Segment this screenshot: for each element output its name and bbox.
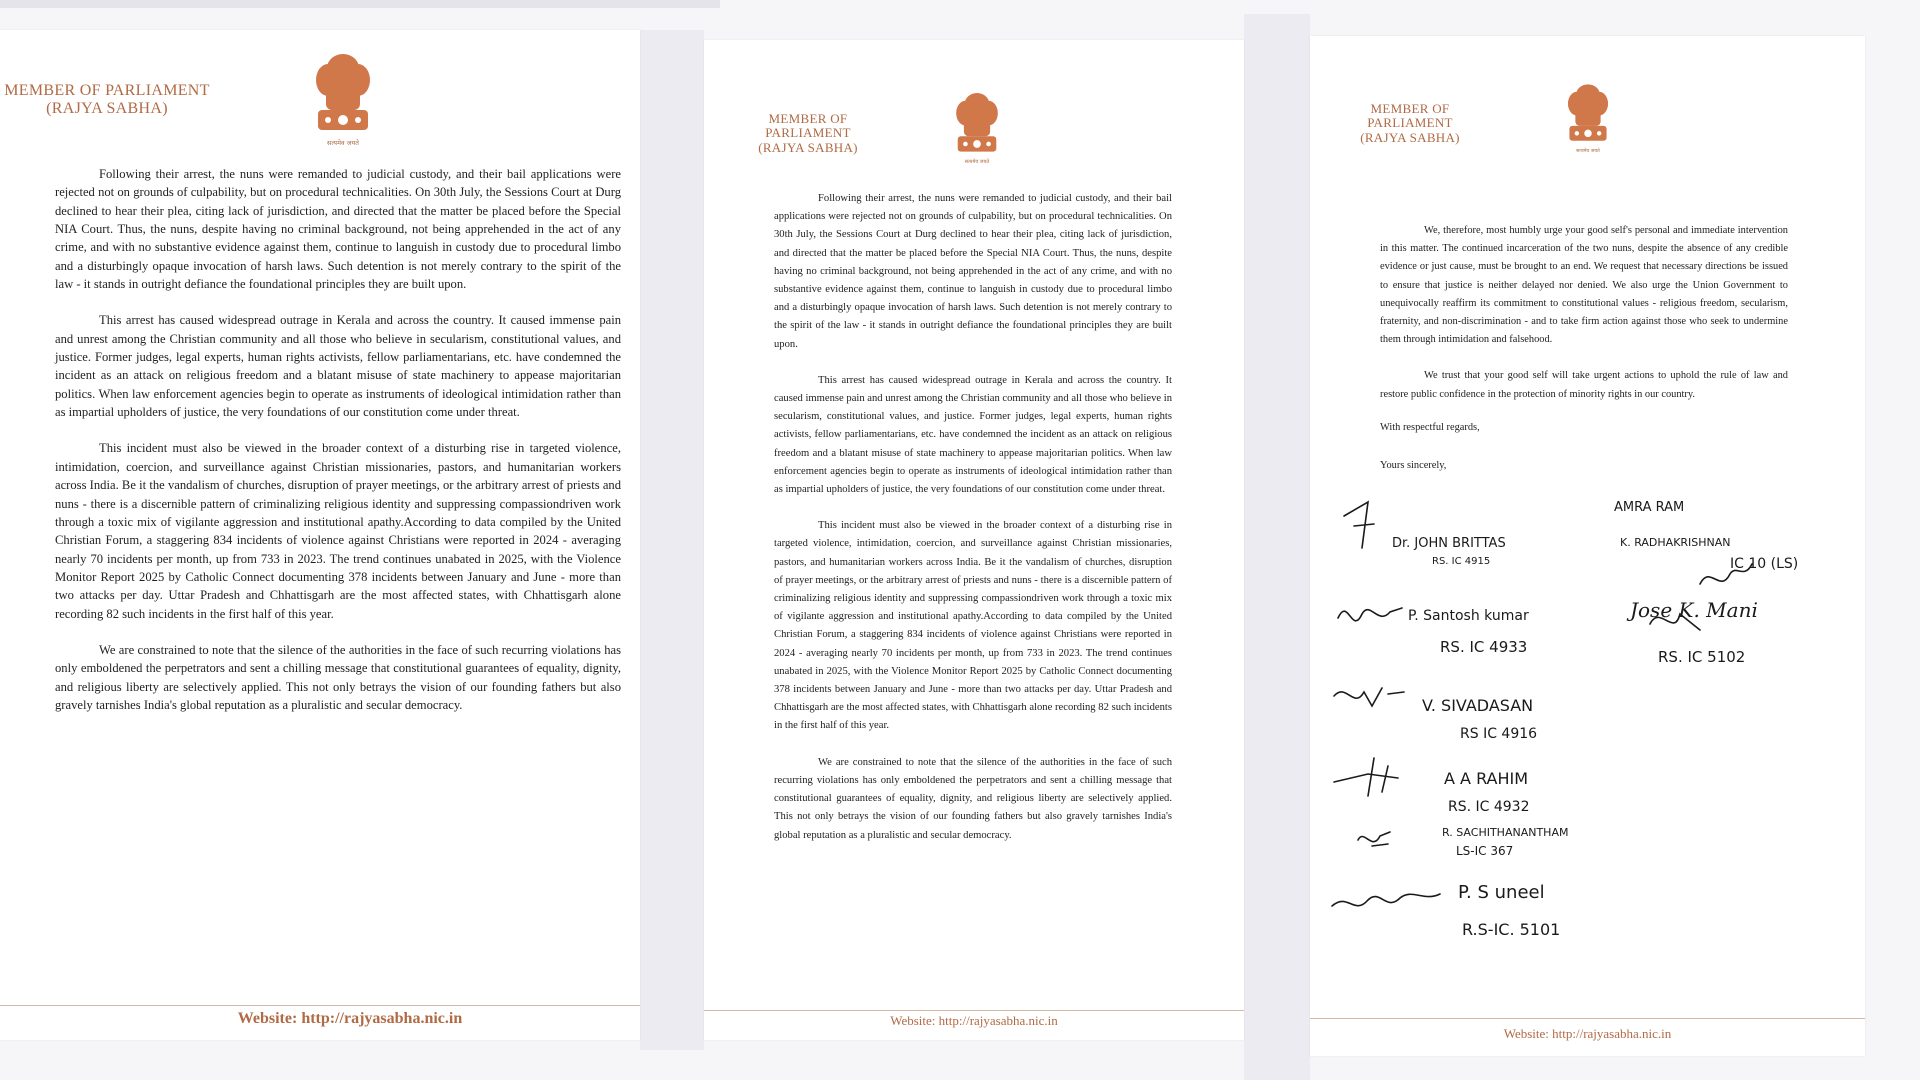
letterhead-line2: (RAJYA SABHA) bbox=[1360, 129, 1460, 145]
paragraph: This incident must also be viewed in the broader context of a disturbing rise in targeted violence, intimidation, coercion, and surveillance against Christian missionaries, pastors, and humanitarian workers across India. Be it the vandalism of churches, disruption of prayer meetings, or the arbitrary arrest of priests and nuns - there is a discernible pattern of criminalizing religious identity and suppressing compassiondriven work through a toxic mix of vigilante aggression and institutional apathy.According to data compiled by the United Christian Forum, a staggering 834 incidents of violence against Christians were reported in 2024 - averaging nearly 70 incidents per month, up from 733 in 2023. The trend continues unabated in 2025, with the Violence Monitor Report 2025 by Catholic Connect documenting 378 incidents between January and June - more than two attacks per day. Uttar Pradesh and Chhattisgarh are the most affected states, with Chhattisgarh alone recording 82 such incidents in the first half of this year. bbox=[774, 520, 1172, 732]
signatory-name: AMRA RAM bbox=[1614, 500, 1685, 515]
signature-stroke-sachithanantham bbox=[1358, 832, 1390, 846]
paragraph: We trust that your good self will take urgent actions to uphold the rule of law and restore public confidence in the protection of minority rights in our country. bbox=[1380, 370, 1788, 400]
signatory-id: IC 10 (LS) bbox=[1730, 556, 1799, 572]
ashoka-emblem-icon bbox=[950, 80, 1004, 174]
signatory-id: RS. IC 4915 bbox=[1432, 556, 1491, 567]
paragraph: Following their arrest, the nuns were remanded to judicial custody, and their bail applications were rejected not on grounds of culpability, but on procedural technicalities. On 30th July, the Sessions Court at Durg declined to hear their plea, citing lack of jurisdiction, and directed that the matter be placed before the Special NIA Court. Thus, the nuns, despite having no criminal background, not being apprehended in the act of any crime, and with no substantive evidence against them, continue to languish in custody due to procedural limbo and a disturbingly opaque invocation of harsh laws. Such detention is not merely contrary to the spirit of the law - it stands in outright defiance the foundational principles they are built upon. bbox=[774, 193, 1172, 350]
signature-marks-right bbox=[1640, 534, 1840, 644]
emblem-motto: सत्यमेव जयते bbox=[964, 159, 990, 166]
letterhead-line2: (RAJYA SABHA) bbox=[758, 139, 858, 155]
top-strip bbox=[0, 0, 720, 8]
letter-page-2 bbox=[704, 40, 1244, 1040]
signatory-name: R. SACHITHANANTHAM bbox=[1442, 826, 1569, 839]
letterhead-title bbox=[1330, 102, 1490, 145]
letterhead-line1: MEMBER OF PARLIAMENT bbox=[4, 82, 210, 99]
footer-divider bbox=[1310, 1018, 1865, 1019]
letterhead-title bbox=[728, 112, 888, 155]
signatory-name: K. RADHAKRISHNAN bbox=[1620, 536, 1731, 549]
signatory-id: LS-IC 367 bbox=[1456, 844, 1514, 858]
ashoka-emblem-icon bbox=[308, 46, 378, 150]
signature-stroke-suneel bbox=[1332, 894, 1440, 906]
emblem-motto: सत्यमेव जयते bbox=[327, 139, 359, 147]
letterhead-line1: MEMBER OF PARLIAMENT bbox=[765, 111, 851, 141]
closing-sincerely: Yours sincerely, bbox=[1380, 460, 1447, 471]
footer-divider bbox=[0, 1005, 640, 1006]
closing-regards: With respectful regards, bbox=[1380, 422, 1480, 433]
signature-stroke-rahim bbox=[1334, 758, 1398, 796]
ashoka-emblem-icon bbox=[1562, 70, 1614, 164]
paragraph: Following their arrest, the nuns were remanded to judicial custody, and their bail applications were rejected not on grounds of culpability, but on procedural technicalities. On 30th July, the Sessions Court at Durg declined to hear their plea, citing lack of jurisdiction, and directed that the matter be placed before the Special NIA Court. Thus, the nuns, despite having no criminal background, not being apprehended in the act of any crime, and with no substantive evidence against them, continue to languish in custody due to procedural limbo and a disturbingly opaque invocation of harsh laws. Such detention is not merely contrary to the spirit of the law - it stands in outright defiance the foundational principles they are built upon. bbox=[55, 167, 621, 292]
signatory-id: RS. IC 5102 bbox=[1658, 648, 1746, 666]
footer-divider bbox=[704, 1010, 1244, 1011]
letterhead-title bbox=[0, 82, 222, 117]
signatory-name: V. SIVADASAN bbox=[1422, 696, 1534, 715]
signatory-id: RS. IC 4933 bbox=[1440, 638, 1528, 656]
letter-body bbox=[1380, 222, 1788, 422]
signatory-name: Jose K. Mani bbox=[1630, 598, 1758, 622]
emblem-motto: सत्यमेव जयते bbox=[1576, 148, 1600, 154]
signatory-name: Dr. JOHN BRITTAS bbox=[1392, 536, 1506, 551]
paragraph: We are constrained to note that the silence of the authorities in the face of such recurring violations has only emboldened the perpetrators and sent a chilling message that constitutional guarantees of equality, dignity, and religious liberty are selectively applied. This not only betrays the vision of our founding fathers but also gravely tarnishes India's global reputation as a pluralistic and secular democracy. bbox=[55, 642, 621, 712]
paragraph: This arrest has caused widespread outrage in Kerala and across the country. It caused immense pain and unrest among the Christian community and all those who believe in secularism, constitutional values, and justice. Former judges, legal experts, human rights activists, fellow parliamentarians, etc. have condemned the incident as an attack on religious freedom and a blatant misuse of state machinery to appease majoritarian politics. When law enforcement agencies begin to operate as instruments of ideological intimidation rather than as impartial upholders of justice, the very foundations of our constitution come under threat. bbox=[774, 374, 1172, 496]
footer-website: Website: http://rajyasabha.nic.in bbox=[1503, 1026, 1672, 1041]
letterhead-line1: MEMBER OF PARLIAMENT bbox=[1367, 101, 1453, 131]
paragraph: We are constrained to note that the silence of the authorities in the face of such recurring violations has only emboldened the perpetrators and sent a chilling message that constitutional guarantees of equality, dignity, and religious liberty are selectively applied. This not only betrays the vision of our founding fathers but also gravely tarnishes India's global reputation as a pluralistic and secular democracy. bbox=[774, 756, 1172, 841]
signature-stroke-sivadasan bbox=[1334, 688, 1404, 706]
signatory-name: P. Santosh kumar bbox=[1408, 608, 1529, 624]
signatory-id: RS. IC 4932 bbox=[1448, 799, 1530, 815]
signatory-id: R.S-IC. 5101 bbox=[1462, 920, 1561, 939]
letter-body bbox=[774, 190, 1172, 863]
signatory-id: RS IC 4916 bbox=[1460, 726, 1538, 742]
letter-page-1 bbox=[0, 30, 640, 1040]
footer-website: Website: http://rajyasabha.nic.in bbox=[237, 1010, 463, 1027]
page-gap-right bbox=[1244, 14, 1310, 1080]
letter-body bbox=[55, 165, 621, 732]
letterhead-line2: (RAJYA SABHA) bbox=[46, 99, 168, 117]
signature-stroke-brittas bbox=[1344, 502, 1374, 548]
signatory-name: P. S uneel bbox=[1458, 882, 1545, 903]
page-gap-left bbox=[640, 30, 704, 1050]
letter-page-3 bbox=[1310, 36, 1865, 1056]
paragraph: This incident must also be viewed in the broader context of a disturbing rise in targeted violence, intimidation, coercion, and surveillance against Christian missionaries, pastors, and humanitarian workers across India. Be it the vandalism of churches, disruption of prayer meetings, or the arbitrary arrest of priests and nuns - there is a discernible pattern of criminalizing religious identity and suppressing compassiondriven work through a toxic mix of vigilante aggression and institutional apathy.According to data compiled by the United Christian Forum, a staggering 834 incidents of violence against Christians were reported in 2024 - averaging nearly 70 incidents per month, up from 733 in 2023. The trend continues unabated in 2025, with the Violence Monitor Report 2025 by Catholic Connect documenting 378 incidents between January and June - more than two attacks per day. Uttar Pradesh and Chhattisgarh are the most affected states, with Chhattisgarh alone recording 82 such incidents in the first half of this year. bbox=[55, 441, 621, 621]
signatory-name: A A RAHIM bbox=[1444, 769, 1529, 788]
signature-stroke-santosh bbox=[1338, 608, 1402, 621]
paragraph: This arrest has caused widespread outrage in Kerala and across the country. It caused immense pain and unrest among the Christian community and all those who believe in secularism, constitutional values, and justice. Former judges, legal experts, human rights activists, fellow parliamentarians, etc. have condemned the incident as an attack on religious freedom and a blatant misuse of state machinery to appease majoritarian politics. When law enforcement agencies begin to operate as instruments of ideological intimidation rather than as impartial upholders of justice, the very foundations of our constitution come under threat. bbox=[55, 313, 621, 420]
paragraph: We, therefore, most humbly urge your good self's personal and immediate intervention in this matter. The continued incarceration of the two nuns, despite the absence of any credible evidence or just cause, must be brought to an end. We request that necessary directions be issued to ensure that justice is neither delayed nor denied. We also urge the Union Government to unequivocally reaffirm its commitment to constitutional values - religious freedom, secularism, fraternity, and non-discrimination - and to take firm action against those who seek to undermine them through intimidation and falsehood. bbox=[1380, 225, 1788, 346]
footer-website: Website: http://rajyasabha.nic.in bbox=[890, 1013, 1058, 1028]
